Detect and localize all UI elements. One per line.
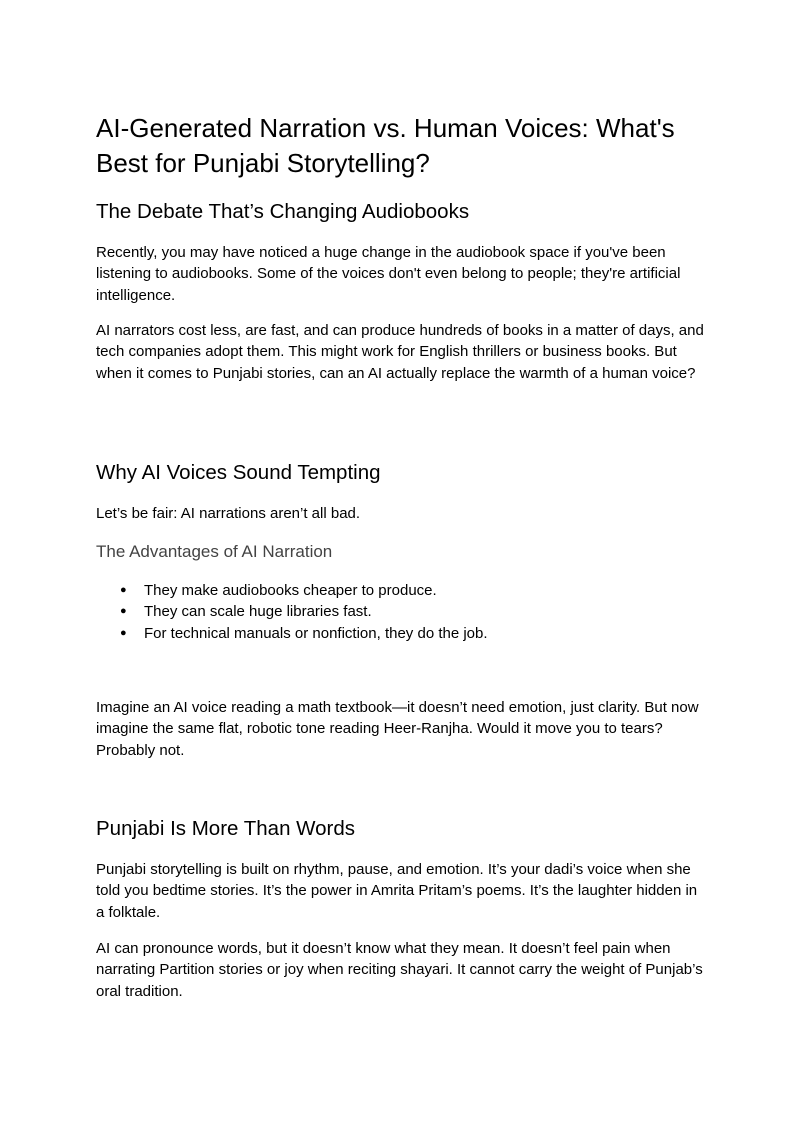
advantages-list xyxy=(96,580,706,644)
bullet-icon: ● xyxy=(120,584,127,596)
section-3-paragraph-2: AI can pronounce words, but it doesn’t know what they mean. It doesn’t feel pain when narrating Partition stories or joy when reciting shayari. It cannot carry the weight of Punjab’s oral tradition. xyxy=(96,940,703,1000)
section-1-paragraph-2: AI narrators cost less, are fast, and can produce hundreds of books in a matter of days, and tech companies adopt them. This might work for English thrillers or business books. But when it comes to Punjabi stories, can an AI actually replace the warmth of a human voice? xyxy=(96,322,704,382)
section-2-outro: Imagine an AI voice reading a math textbook—it doesn’t need emotion, just clarity. But now imagine the same flat, robotic tone reading Heer-Ranjha. Would it move you to tears? Probably not. xyxy=(96,699,699,759)
list-item xyxy=(96,580,706,601)
page-title: AI-Generated Narration vs. Human Voices: What's Best for Punjabi Storytelling? xyxy=(96,113,675,178)
list-item-text: They make audiobooks cheaper to produce. xyxy=(144,582,437,599)
bullet-icon: ● xyxy=(120,605,127,618)
section-2-intro: Let’s be fair: AI narrations aren’t all bad. xyxy=(96,505,361,522)
list-item xyxy=(96,601,706,622)
list-item-text: For technical manuals or nonfiction, they do the job. xyxy=(144,624,488,642)
bullet-icon: ● xyxy=(120,626,127,639)
section-heading-ai-voices: Why AI Voices Sound Tempting xyxy=(96,461,381,484)
section-3-paragraph-1: Punjabi storytelling is built on rhythm, pause, and emotion. It’s your dadi’s voice when she told you bedtime stories. It’s the power in Amrita Pritam’s poems. It’s the laughter hidden in a folktale. xyxy=(96,861,698,921)
section-heading-punjabi: Punjabi Is More Than Words xyxy=(96,817,356,840)
subheading-advantages: The Advantages of AI Narration xyxy=(96,542,333,561)
list-item-text: They can scale huge libraries fast. xyxy=(144,603,372,621)
section-1-paragraph-1: Recently, you may have noticed a huge change in the audiobook space if you've been listening to audiobooks. Some of the voices don't even belong to people; they're artificial intelligence. xyxy=(96,244,681,304)
section-heading-debate: The Debate That’s Changing Audiobooks xyxy=(96,200,470,223)
list-item xyxy=(96,623,706,644)
